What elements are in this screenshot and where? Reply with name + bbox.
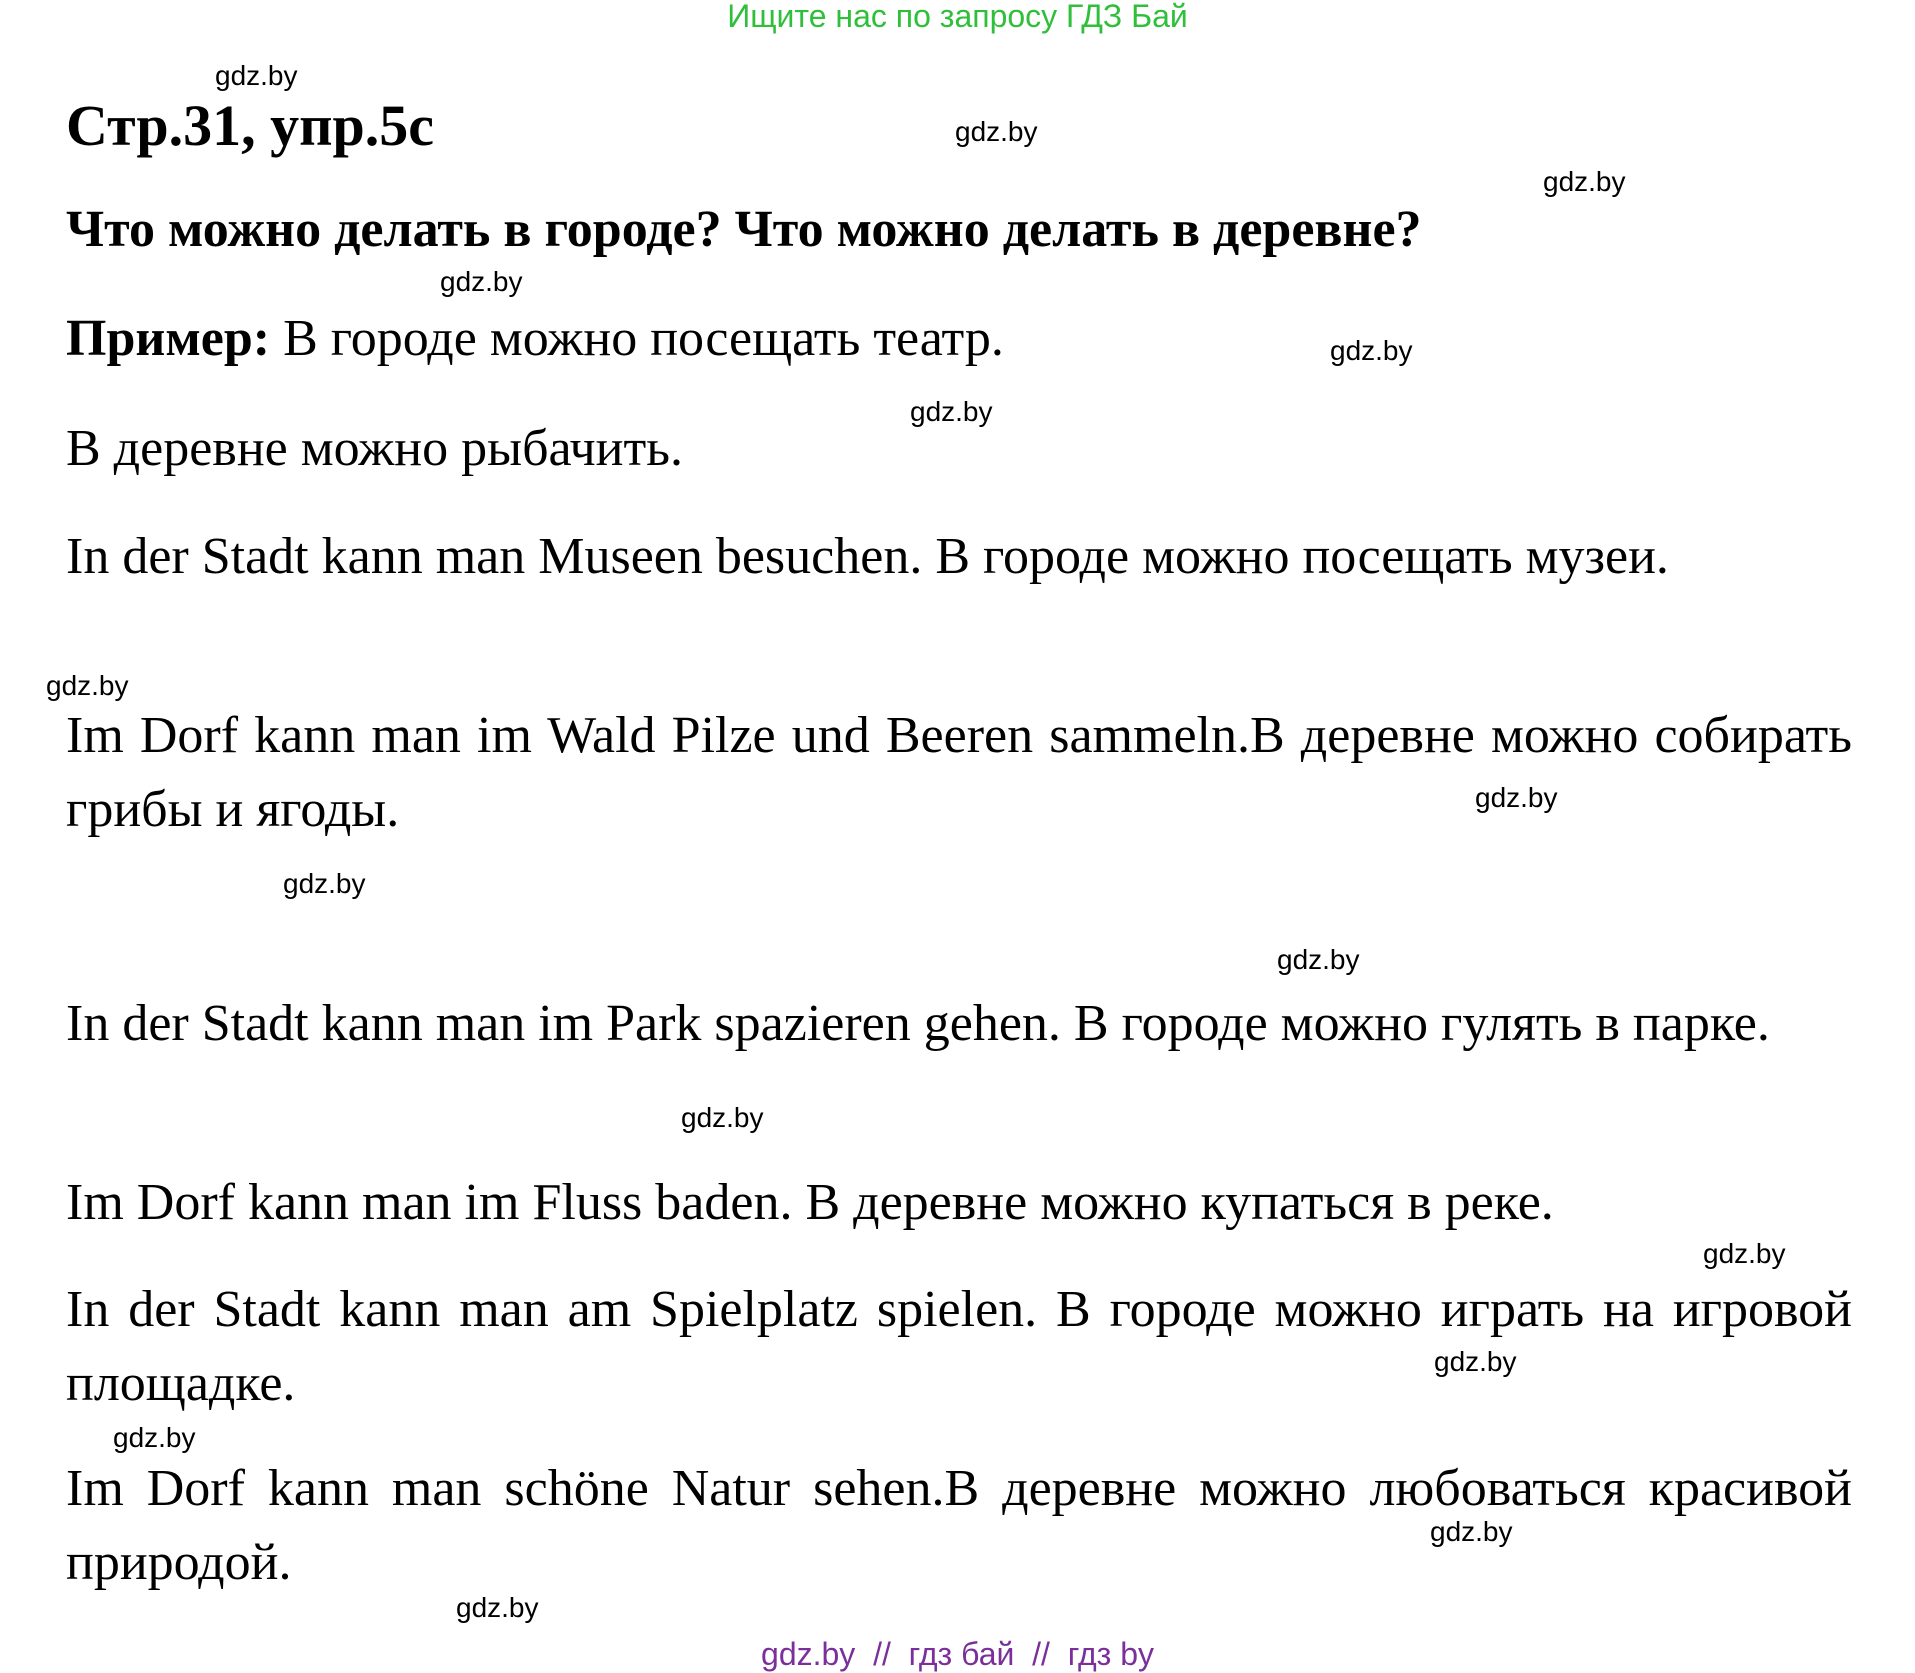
exercise-question: Что можно делать в городе? Что можно делать в деревне? [66, 201, 1422, 258]
watermark: gdz.by [1543, 166, 1626, 197]
watermark: gdz.by [113, 1422, 196, 1453]
answer-line: In der Stadt kann man im Park spazieren gehen. В городе можно гулять в парке. [66, 995, 1770, 1052]
example-paragraph [66, 302, 1852, 376]
answer-line: In der Stadt kann man am Spielplatz spielen. В городе можно играть на игровой площадке. [66, 1281, 1852, 1412]
watermark: gdz.by [440, 266, 523, 297]
watermark: gdz.by [1330, 335, 1413, 366]
footer-links: gdz.by // гдз бай // гдз by [761, 1636, 1154, 1672]
watermark: gdz.by [215, 60, 298, 91]
watermark: gdz.by [681, 1102, 764, 1133]
answer-line: In der Stadt kann man Museen besuchen. В городе можно посещать музеи. [66, 528, 1669, 585]
watermark: gdz.by [955, 116, 1038, 147]
watermark: gdz.by [46, 670, 129, 701]
watermark: gdz.by [1475, 782, 1558, 813]
example-label: Пример: [66, 310, 271, 367]
answer-line: Im Dorf kann man schöne Natur sehen.В деревне можно любоваться красивой природой. [66, 1460, 1852, 1591]
watermark: gdz.by [1703, 1238, 1786, 1269]
watermark: gdz.by [456, 1592, 539, 1623]
watermark: gdz.by [910, 396, 993, 427]
example-text: В городе можно посещать театр. [270, 310, 1004, 367]
search-banner: Ищите нас по запросу ГДЗ Бай [727, 0, 1188, 34]
answer-line: В деревне можно рыбачить. [66, 420, 683, 477]
answer-line: Im Dorf kann man im Wald Pilze und Beeren sammeln.В деревне можно собирать грибы и ягоды. [66, 707, 1852, 838]
watermark: gdz.by [283, 868, 366, 899]
answer-line: Im Dorf kann man im Fluss baden. В деревне можно купаться в реке. [66, 1174, 1554, 1231]
page-title: Стр.31, упр.5с [66, 93, 434, 158]
watermark: gdz.by [1434, 1346, 1517, 1377]
watermark: gdz.by [1430, 1516, 1513, 1547]
watermark: gdz.by [1277, 944, 1360, 975]
